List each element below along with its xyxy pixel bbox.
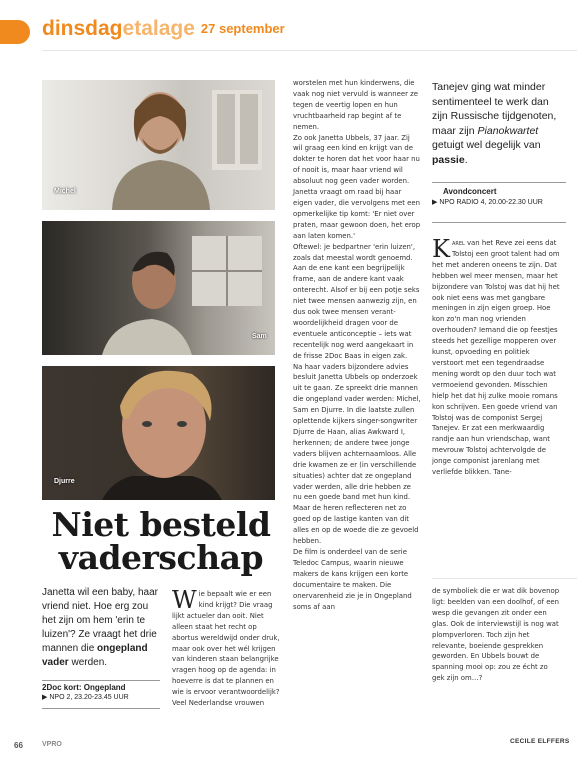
info-box-left-title: 2Doc kort: Ongepland: [42, 683, 126, 692]
info-box-left: [42, 683, 160, 703]
info-box-right-title: Avondconcert: [443, 187, 497, 196]
col2-paragraph-4: Na haar vaders bijzondere advies besluit Janetta Ubbels op onderzoek uit te gaan. Ze spreekt drie mannen die ongepland vader werden: Michel, Sam en Djurre. In die laatste zullen oplettende kijkers singer-songwriter Djurre de Haan, alias Awkward I, herkennen; de andere twee jonge vaders blijven achternaamloos. Alle drie kwamen ze er (in verschillende situaties) achter dat ze ongepland vader werden, alle drie hebben ze nu een goede band met hun kind. Maar de heren reflecteren net zo goed op de lastige kanten van dit alles en op de woede die ze gevoeld hebben.: [293, 362, 421, 546]
page-number: 66: [14, 741, 23, 750]
col2-paragraph-2: Zo ook Janetta Ubbels, 37 jaar. Zij wil graag een kind en krijgt van de dokter te horen dat het voor haar nu of nooit is, maar haar vriend wil absoluut nog geen vader worden. Janetta vraagt om raad bij haar eigen vader, die vervolgens met een opmerkelijke tip komt: 'Er niet over praten, maar gewoon doen, het erop aan laten komen.': [293, 133, 421, 240]
pull-quote-end: .: [464, 153, 468, 166]
body-column-1-text: ie bepaalt wie er een kind krijgt? Die vraag lijkt actueler dan ooit. Niet alleen staat het recht op abortus wereldwijd onder druk, maar ook over het wél krijgen van kinderen staan belangrijke vragen hoog op de agenda: in hoeverre is dat te plannen en wie is ervoor verantwoordelijk? Veel Nederlandse vrouwen: [172, 590, 280, 708]
drop-cap-w: W: [172, 586, 197, 614]
drop-cap-k: K: [432, 235, 450, 263]
info-box-left-details: NPO 2, 23.20-23.45 UUR: [49, 694, 129, 701]
photo-djurre: [42, 366, 275, 500]
body-column-2: [293, 78, 421, 612]
pull-quote-italic: Pianokwartet: [477, 124, 539, 137]
photo-michel-image: [42, 80, 275, 210]
col2-paragraph-1: worstelen met hun kinderwens, die vaak nog niet vervuld is wanneer ze tegen de veertig lopen en hun vruchtbaarheid rap begint af te nemen.: [293, 79, 418, 131]
photo-sam: [42, 221, 275, 355]
info-box-right-details: NPO RADIO 4, 20.00-22.30 UUR: [439, 199, 543, 206]
col2-paragraph-3: Oftewel: je bedpartner 'erin luizen', zoals dat meestal wordt genoemd. Aan de ene kant een begrijpelijk frame, aan de andere kant vaak onterecht. Alsof er bij een potje seks niet twee mensen aanwezig zijn, en dus ook twee mensen verantwoordelijkheid dragen voor de eventuele anticonceptie – iets wat recentelijk nog werd aangekaart in de frisse 2Doc Baas in eigen zak.: [293, 242, 420, 360]
magazine-logo: VPRO: [42, 741, 62, 748]
intro-text-start: Janetta wil een baby, haar vriend niet. Hoe erg zou het zijn om hem 'erin te luizen'? Ze vraagt het drie mannen die: [42, 587, 159, 654]
body-column-3: [432, 235, 562, 478]
pull-quote-middle: getuigt wel degelijk van: [432, 139, 541, 151]
section-header: [42, 15, 285, 45]
info-box-left-rule: [42, 680, 160, 681]
article-title: Niet besteld vaderschap: [51, 505, 271, 577]
body-column-4: [432, 586, 562, 684]
photo-caption-sam: Sam: [252, 333, 267, 340]
pull-quote-bold: passie: [432, 153, 465, 166]
info-box-right-rule: [432, 182, 566, 183]
header-day: dinsdag: [42, 17, 123, 40]
play-arrow-icon: ▶: [432, 199, 438, 206]
body-column-4-text: de symboliek die er wat dik bovenop ligt: beelden van een doolhof, of een wesp die gevangen zit onder een glas. Ook de interviewstijl is nog wat plompverloren. Toch zijn het relevante, boeiende gesprekken geworden. En Ubbels bouwt de spanning mooi op: zou ze écht zo gek zijn om…?: [432, 587, 560, 683]
section-tab: [0, 20, 30, 44]
info-box-right: [432, 198, 566, 208]
body-column-3-text: van het Reve zei eens dat Tolstoj een groot talent had om het met anderen oneens te zijn. Dat hebben wel meer mensen, maar het bijzondere van Tolstoj was dat hij het ook niet eens was met gangbare meningen in zijn eigen groep. Hoe kon zo'n man nog vrienden overhouden? Iemand die op feestjes steeds het gezellige mopperen over kunst, opvoeding en politiek verstoort met een tegendraadse mening wordt op den duur toch wat vermoeiend gevonden. Misschien hielp het dat hij zulke mooie romans kon schrijven. Een goede vriend van Tolstoj was de componist Sergej Tanejev. Er zat een merkwaardig randje aan hun vriendschap, want mevrouw Tolstoj achtervolgde de jonge componist jarenlang met verliefde blikken. Tane-: [432, 239, 560, 477]
photo-caption-michel: Michel: [54, 188, 76, 195]
photo-djurre-image: [42, 366, 275, 500]
column-4-rule: [432, 578, 577, 579]
header-section: etalage: [122, 17, 195, 40]
photo-michel: [42, 80, 275, 210]
header-date: 27 september: [200, 21, 285, 36]
body-column-1: [172, 586, 281, 709]
play-arrow-icon: ▶: [42, 694, 48, 701]
info-box-left-rule-bottom: [42, 708, 160, 709]
intro-text-end: werden.: [68, 657, 108, 668]
intro-text: [42, 586, 160, 670]
photo-sam-image: [42, 221, 275, 355]
pull-quote-start: Tanejev ging wat minder sentimenteel te werk dan zijn Russische tijdgenoten, maar zijn: [432, 81, 557, 137]
col3-smallcaps: arel: [451, 239, 465, 247]
header-rule: [42, 50, 577, 51]
intro-text-bold: ongepland vader: [42, 643, 148, 668]
info-box-right-rule-bottom: [432, 222, 566, 223]
photo-caption-djurre: Djurre: [54, 478, 75, 485]
author-signature: CECILE ELFFERS: [510, 738, 570, 745]
pull-quote: [432, 80, 566, 167]
col2-paragraph-5: De film is onderdeel van de serie Teledoc Campus, waarin nieuwe makers de kans krijgen een korte documentaire te maken. Die onervarenheid zie je in Ongepland soms af aan: [293, 547, 412, 611]
